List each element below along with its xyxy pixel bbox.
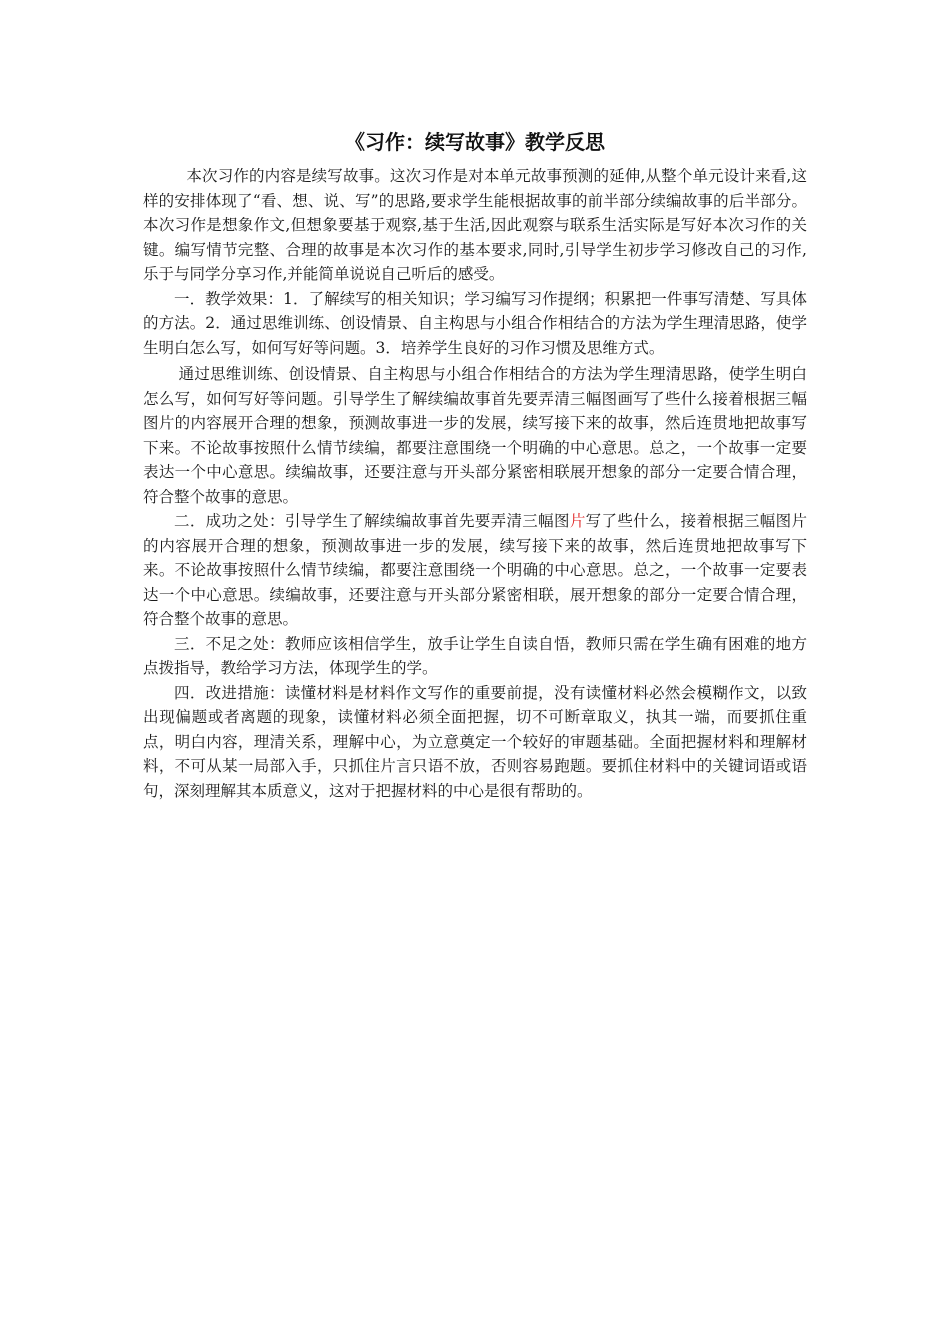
paragraph-improvement: 四．改进措施：读懂材料是材料作文写作的重要前提，没有读懂材料必然会模糊作文，以致出现偏题或者离题的现象，读懂材料必须全面把握，切不可断章取义，执其一端，而要抓住重点，明白内容，理清关系，理解中心，为立意奠定一个较好的审题基础。全面把握材料和理解材料，不可从某一局部入手，只抓住片言只语不放，否则容易跑题。要抓住材料中的关键词语或语句，深刻理解其本质意义，这对于把握材料的中心是很有帮助的。 [143, 683, 807, 800]
highlighted-character: 片 [569, 512, 586, 530]
document-title: 《习作：续写故事》教学反思 [345, 130, 605, 154]
paragraph-intro: 本次习作的内容是续写故事。这次习作是对本单元故事预测的延伸,从整个单元设计来看,这样的安排体现了“看、想、说、写”的思路,要求学生能根据故事的前半部分续编故事的后半部分。本次习作是想象作文,但想象要基于观察,基于生活,因此观察与联系生活实际是写好本次习作的关键。编写情节完整、合理的故事是本次习作的基本要求,同时,引导学生初步学习修改自己的习作,乐于与同学分享习作,并能简单说说自己听后的感受。 [143, 167, 807, 283]
paragraph-teaching-effect: 一．教学效果：1．了解续写的相关知识；学习编写习作提纲；积累把一件事写清楚、写具体的方法。2．通过思维训练、创设情景、自主构思与小组合作相结合的方法为学生理清思路，使学生明白怎么写，如何写好等问题。3．培养学生良好的习作习惯及思维方式。 [143, 289, 807, 357]
paragraph-success-text-start: 二．成功之处：引导学生了解续编故事首先要弄清三幅图 [174, 512, 570, 530]
document-body [143, 164, 807, 803]
paragraph-method: 通过思维训练、创设情景、自主构思与小组合作相结合的方法为学生理清思路，使学生明白怎么写，如何写好等问题。引导学生了解续编故事首先要弄清三幅图画写了些什么接着根据三幅图片的内容展开合理的想象，预测故事进一步的发展，续写接下来的故事，然后连贯地把故事写下来。不论故事按照什么情节续编，都要注意围绕一个明确的中心意思。总之，一个故事一定要表达一个中心意思。续编故事，还要注意与开头部分紧密相联展开想象的部分一定要合情合理，符合整个故事的意思。 [143, 365, 807, 506]
paragraph-success-text-end: 写了些什么，接着根据三幅图片的内容展开合理的想象，预测故事进一步的发展，续写接下来的故事，然后连贯地把故事写下来。不论故事按照什么情节续编，都要注意围绕一个明确的中心意思。总之，一个故事一定要表达一个中心意思。续编故事，还要注意与开头部分紧密相联，展开想象的部分一定要合情合理，符合整个故事的意思。 [143, 512, 807, 628]
paragraph-success [143, 509, 807, 632]
paragraph-shortcoming: 三．不足之处：教师应该相信学生，放手让学生自读自悟，教师只需在学生确有困难的地方点拨指导，教给学习方法，体现学生的学。 [143, 634, 807, 677]
